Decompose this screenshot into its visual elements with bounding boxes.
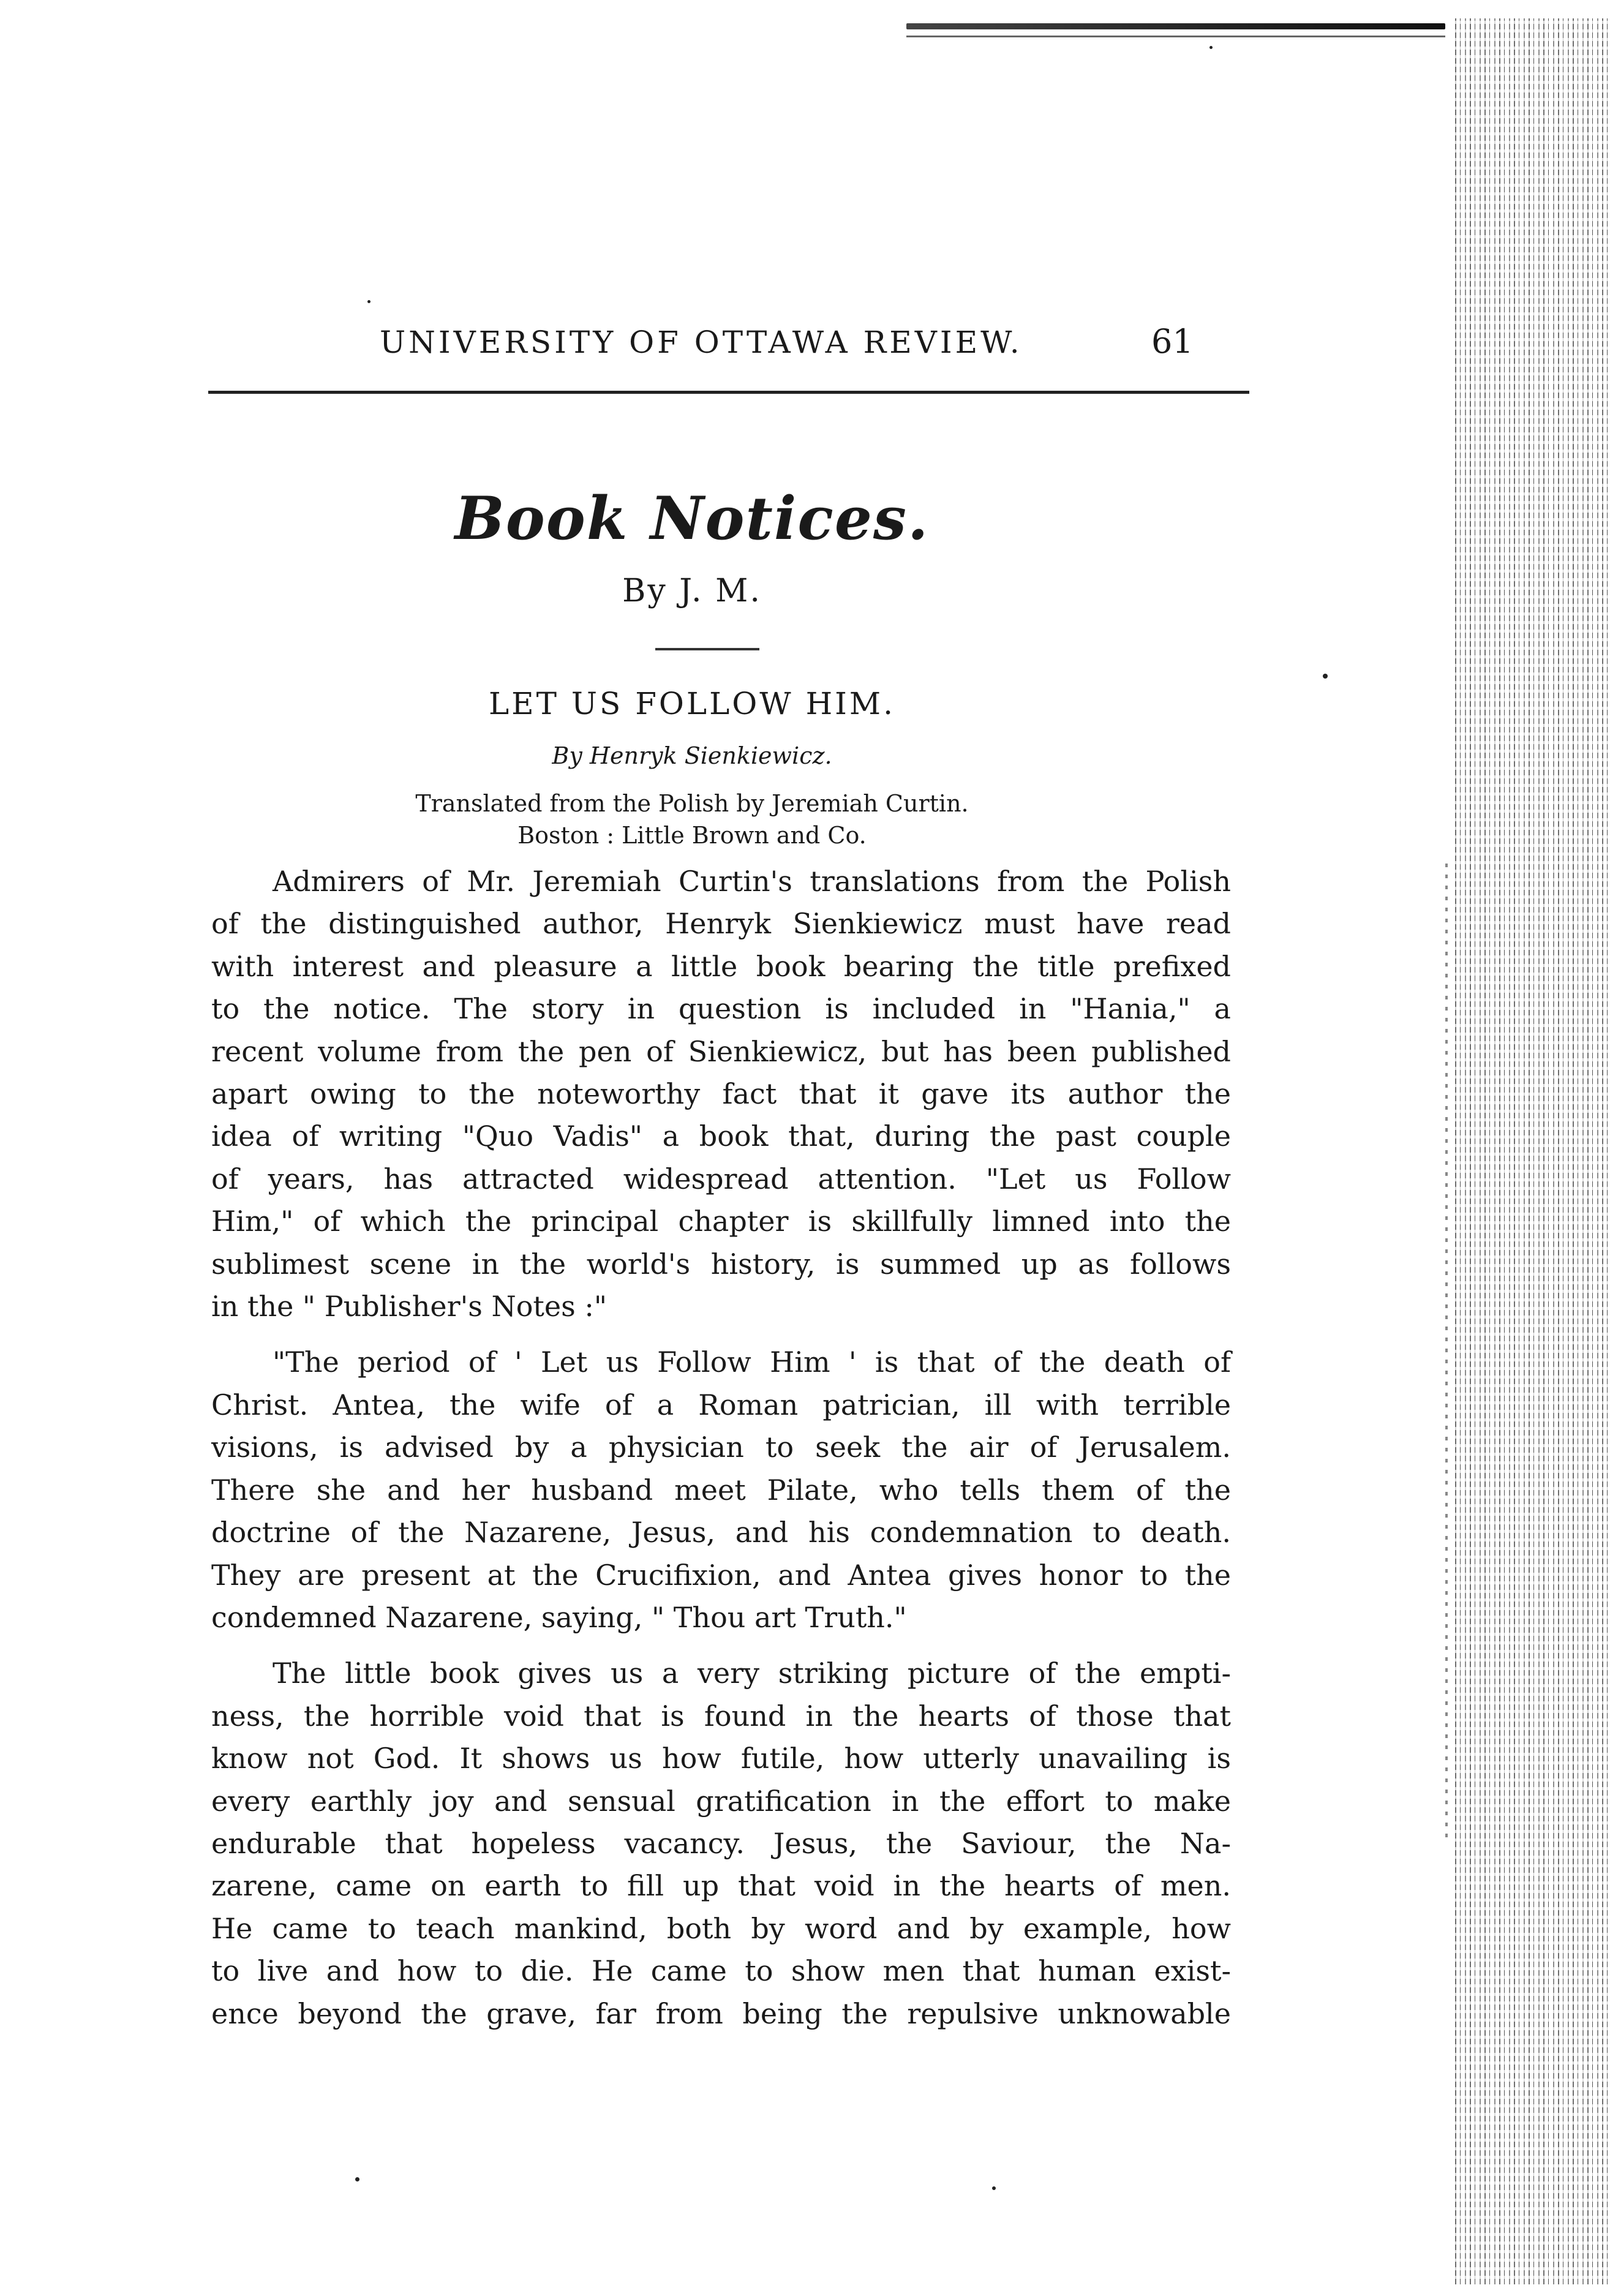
text-line: endurable that hopeless vacancy. Jesus, the Saviour, the Na- xyxy=(211,1826,1231,1860)
running-title: UNIVERSITY OF OTTAWA REVIEW. xyxy=(380,325,1023,360)
section-title: Book Notices. xyxy=(454,484,930,553)
text-line: He came to teach mankind, both by word and by example, how xyxy=(211,1911,1231,1945)
text-line: recent volume from the pen of Sienkiewicz, but has been published xyxy=(211,1034,1231,1068)
text-line: visions, is advised by a physician to seek the air of Jerusalem. xyxy=(211,1431,1231,1464)
text-line: idea of writing "Quo Vadis" a book that, during the past couple xyxy=(211,1120,1231,1153)
text-line: zarene, came on earth to fill up that void in the hearts of men. xyxy=(211,1869,1231,1903)
text-line: The little book gives us a very striking picture of the empti- xyxy=(273,1657,1231,1690)
text-line: ness, the horrible void that is found in the hearts of those that xyxy=(211,1699,1231,1733)
header-rule xyxy=(208,391,1249,394)
paragraph-gap xyxy=(211,1328,1231,1341)
article-author: By Henryk Sienkiewicz. xyxy=(552,742,832,769)
scan-speck xyxy=(367,300,371,303)
page-header xyxy=(208,322,1249,380)
paragraph-gap xyxy=(211,1639,1231,1652)
translation-note: Translated from the Polish by Jeremiah Curtin. xyxy=(415,790,969,817)
text-line: of the distinguished author, Henryk Sienkiewicz must have read xyxy=(211,907,1231,941)
text-line: Admirers of Mr. Jeremiah Curtin's translations from the Polish xyxy=(273,865,1231,898)
section-divider xyxy=(655,648,759,650)
paragraph-1 xyxy=(211,860,1231,1328)
paragraph-2 xyxy=(211,1341,1231,1639)
text-line: They are present at the Crucifixion, and Antea gives honor to the xyxy=(211,1558,1231,1592)
text-line: condemned Nazarene, saying, " Thou art Truth." xyxy=(211,1600,907,1634)
text-line: of years, has attracted widespread attention. "Let us Follow xyxy=(211,1162,1231,1195)
text-line: Christ. Antea, the wife of a Roman patrician, ill with terrible xyxy=(211,1388,1231,1421)
text-line: know not God. It shows us how futile, how utterly unavailing is xyxy=(211,1742,1231,1775)
binding-dotted-line xyxy=(1445,857,1448,1837)
paragraph-3 xyxy=(211,1652,1231,2035)
scan-speck xyxy=(1209,46,1213,49)
publisher-line: Boston : Little Brown and Co. xyxy=(517,822,867,849)
text-line: in the " Publisher's Notes :" xyxy=(211,1290,607,1323)
text-line: to live and how to die. He came to show men that human exist- xyxy=(211,1954,1231,1988)
text-line: There she and her husband meet Pilate, who tells them of the xyxy=(211,1473,1231,1507)
scan-speck xyxy=(1323,674,1328,679)
text-line: "The period of ' Let us Follow Him ' is that of the death of xyxy=(273,1346,1231,1379)
article-title: LET US FOLLOW HIM. xyxy=(488,686,896,721)
text-line: sublimest scene in the world's history, is summed up as follows xyxy=(211,1247,1231,1281)
text-line: to the notice. The story in question is included in "Hania," a xyxy=(211,992,1231,1026)
text-line: ence beyond the grave, far from being the repulsive unknowable xyxy=(211,1997,1231,2030)
scan-speck xyxy=(355,2177,359,2181)
text-line: doctrine of the Nazarene, Jesus, and his condemnation to death. xyxy=(211,1516,1231,1549)
top-border-thin-rule xyxy=(906,36,1445,37)
page-number: 61 xyxy=(1151,322,1194,361)
section-byline: By J. M. xyxy=(622,573,762,609)
scan-speck xyxy=(992,2186,996,2190)
article-body xyxy=(211,860,1231,2035)
top-border-rule xyxy=(906,23,1445,29)
text-line: Him," of which the principal chapter is skillfully limned into the xyxy=(211,1205,1231,1238)
binding-edge-texture xyxy=(1451,18,1610,2284)
text-line: with interest and pleasure a little book bearing the title prefixed xyxy=(211,949,1231,983)
text-line: every earthly joy and sensual gratification in the effort to make xyxy=(211,1784,1231,1818)
text-line: apart owing to the noteworthy fact that it gave its author the xyxy=(211,1077,1231,1111)
